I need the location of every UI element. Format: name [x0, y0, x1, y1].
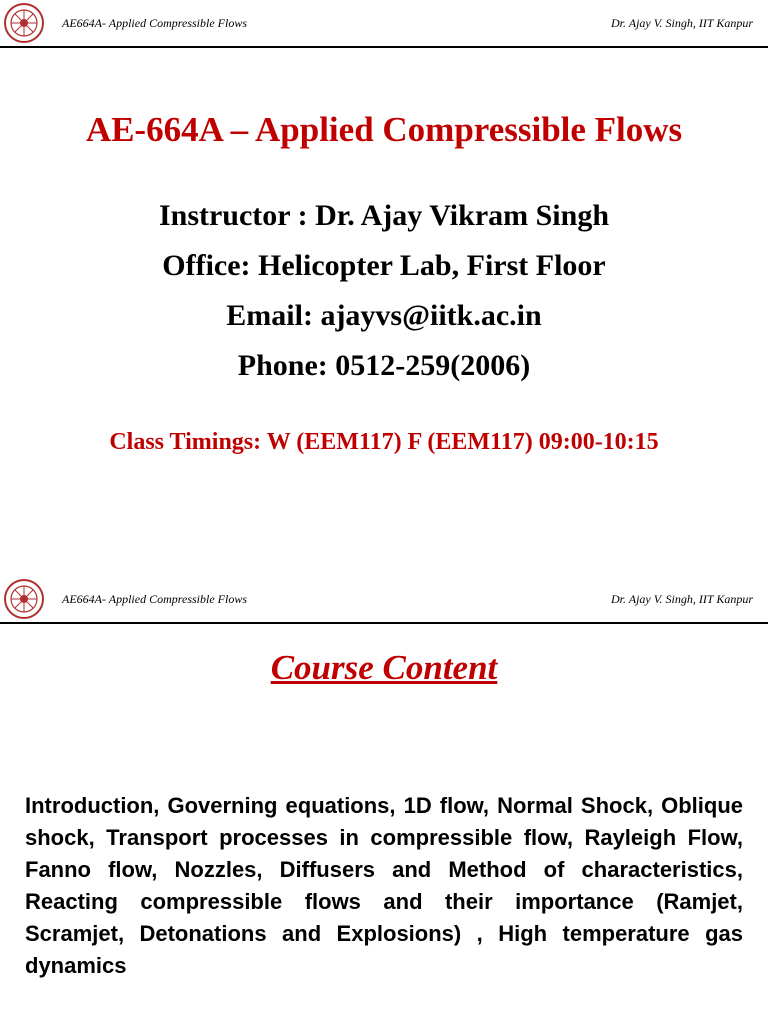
slide-title: Course Content [270, 648, 498, 687]
email-line: Email: ajayvs@iitk.ac.in [226, 299, 542, 332]
slide-header [0, 0, 768, 48]
phone-line: Phone: 0512-259(2006) [237, 349, 531, 382]
header-author-label: Dr. Ajay V. Singh, IIT Kanpur [610, 592, 753, 606]
header-divider [0, 46, 768, 48]
iit-kanpur-logo-icon [3, 2, 45, 44]
header-divider [0, 622, 768, 624]
course-content-text: Introduction, Governing equations, 1D flow, Normal Shock, Oblique shock, Transport processes in compressible flow, Rayleigh Flow, Fanno flow, Nozzles, Diffusers and Method of characteristics, Reacting compressible flows and their importance (Ramjet, Scramjet, Detonations and Explosions) , High temperature gas dynamics [25, 793, 743, 978]
header-course-label: AE664A- Applied Compressible Flows [62, 592, 247, 606]
slide-2 [0, 576, 768, 1024]
slide-header [0, 576, 768, 624]
iit-kanpur-logo-icon [3, 578, 45, 620]
office-line: Office: Helicopter Lab, First Floor [162, 249, 606, 282]
instructor-line: Instructor : Dr. Ajay Vikram Singh [158, 199, 610, 232]
slide-title: AE-664A – Applied Compressible Flows [85, 110, 683, 149]
header-author-label: Dr. Ajay V. Singh, IIT Kanpur [610, 16, 753, 30]
class-timings: Class Timings: W (EEM117) F (EEM117) 09:00-10:15 [109, 429, 659, 455]
header-course-label: AE664A- Applied Compressible Flows [62, 16, 247, 30]
